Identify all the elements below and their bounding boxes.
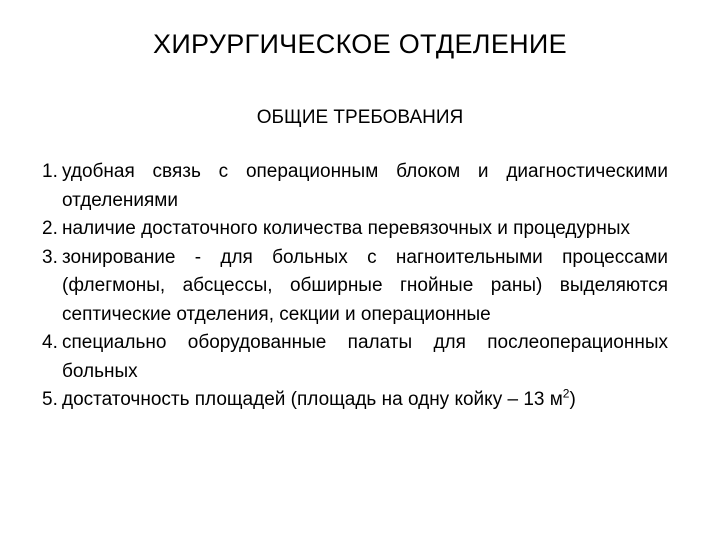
- list-item: [42, 158, 668, 215]
- list-item-text: зонирование - для больных с нагноительными процессами (флегмоны, абсцессы, обширные гнойные раны) выделяются септические отделения, секции и операционные: [62, 246, 668, 325]
- list-item-number: 3.: [42, 246, 58, 268]
- list-item: [42, 244, 668, 330]
- list-item-text: удобная связь с операционным блоком и диагностическими отделениями: [62, 161, 668, 211]
- list-item: [42, 215, 668, 244]
- list-item: [42, 386, 668, 415]
- list-item-number: 1.: [42, 161, 58, 182]
- list-item-text: специально оборудованные палаты для послеоперационных больных: [62, 332, 668, 382]
- list-item-text-wrap: [62, 386, 668, 415]
- list-item-number: 5.: [42, 389, 58, 410]
- superscript: 2: [562, 386, 570, 401]
- list-item-number: 2.: [42, 218, 58, 239]
- list-item-text: достаточность площадей (площадь на одну койку – 13 м: [62, 389, 563, 410]
- slide-subtitle: ОБЩИЕ ТРЕБОВАНИЯ: [256, 107, 464, 128]
- list-item-text: наличие достаточного количества перевязочных и процедурных: [62, 218, 630, 239]
- list-item-number: 4.: [42, 332, 58, 353]
- list-item-text-tail: ): [569, 389, 576, 410]
- list-item: [42, 329, 668, 386]
- requirements-list: [42, 158, 668, 415]
- slide-title: ХИРУРГИЧЕСКОЕ ОТДЕЛЕНИЕ: [153, 29, 567, 59]
